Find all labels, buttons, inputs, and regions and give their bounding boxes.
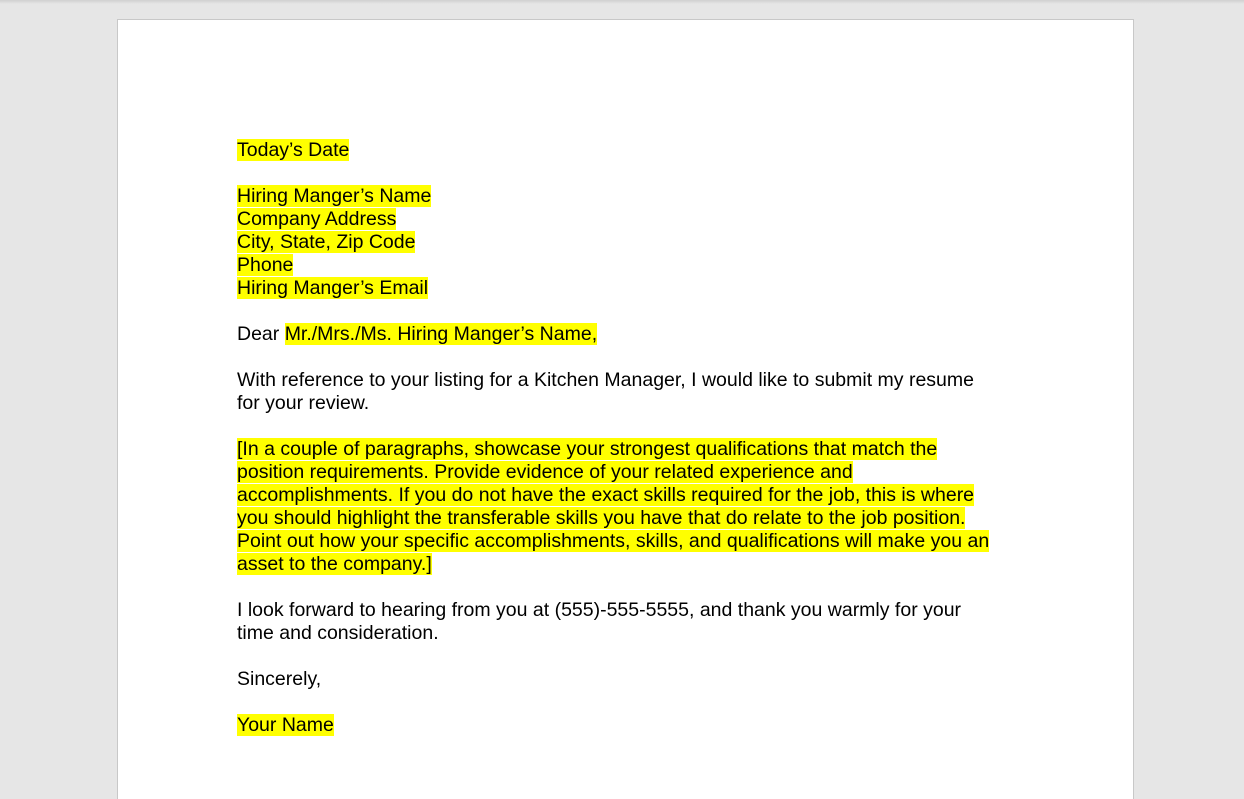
- closing-line: time and consideration.: [237, 622, 439, 644]
- signoff-text: Sincerely,: [237, 668, 322, 690]
- closing-paragraph: [237, 599, 1027, 645]
- salutation-prefix: Dear: [237, 323, 285, 345]
- closing-line: I look forward to hearing from you at (555)-555-5555, and thank you warmly for your: [237, 599, 962, 621]
- body-line: accomplishments. If you do not have the exact skills required for the job, this is where: [237, 484, 975, 506]
- body-paragraph: [237, 438, 1027, 576]
- recipient-phone: Phone: [237, 254, 294, 276]
- body-line: [In a couple of paragraphs, showcase your strongest qualifications that match the: [237, 438, 938, 460]
- recipient-email: Hiring Manger’s Email: [237, 277, 429, 299]
- date-paragraph: [237, 139, 1027, 162]
- recipient-address: Company Address: [237, 208, 397, 230]
- intro-paragraph: [237, 369, 1027, 415]
- signature-name: Your Name: [237, 714, 334, 736]
- letter-body[interactable]: [237, 139, 1027, 760]
- signature-paragraph: [237, 714, 1027, 737]
- body-line: you should highlight the transferable skills you have that do relate to the job position.: [237, 507, 966, 529]
- recipient-name: Hiring Manger’s Name: [237, 185, 432, 207]
- recipient-block: [237, 185, 1027, 300]
- recipient-city-state-zip: City, State, Zip Code: [237, 231, 416, 253]
- signoff-paragraph: [237, 668, 1027, 691]
- intro-line: for your review.: [237, 392, 370, 414]
- document-page[interactable]: [117, 19, 1134, 799]
- body-line: Point out how your specific accomplishments, skills, and qualifications will make you an: [237, 530, 990, 552]
- salutation-name: Mr./Mrs./Ms. Hiring Manger’s Name,: [284, 323, 598, 345]
- body-line: position requirements. Provide evidence of your related experience and: [237, 461, 853, 483]
- intro-line: With reference to your listing for a Kitchen Manager, I would like to submit my resume: [237, 369, 974, 391]
- date-text: Today’s Date: [237, 139, 350, 161]
- salutation-paragraph: [237, 323, 1027, 346]
- toolbar-shadow: [0, 0, 1244, 4]
- body-line: asset to the company.]: [237, 553, 432, 575]
